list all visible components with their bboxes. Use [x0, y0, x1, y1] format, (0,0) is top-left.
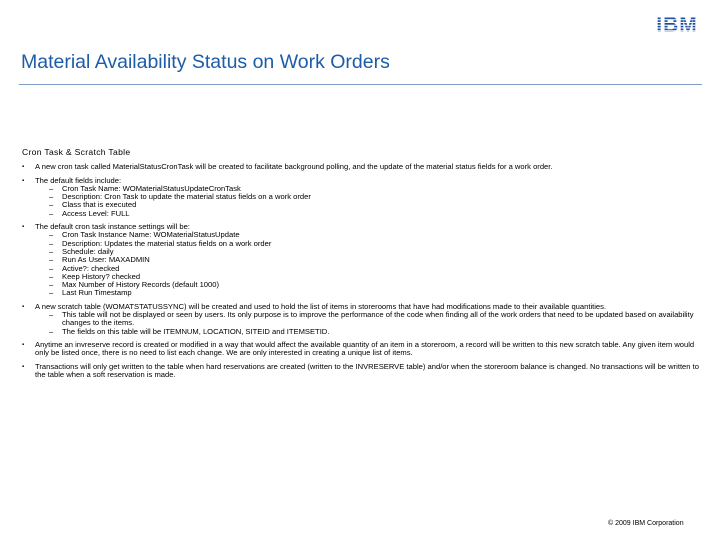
page-title: Material Availability Status on Work Orders — [21, 51, 390, 73]
bullet-item — [22, 177, 702, 218]
section-heading: Cron Task & Scratch Table — [22, 147, 131, 157]
sub-item — [35, 256, 702, 264]
sub-item-text: Max Number of History Records (default 1000) — [62, 280, 219, 290]
bullet-text: A new cron task called MaterialStatusCronTask will be created to facilitate background polling, and the update of the material status fields for a work order. — [35, 162, 553, 172]
dash-marker: – — [49, 263, 54, 273]
sub-item-text: Active?: checked — [62, 263, 120, 273]
sub-item-text: Cron Task Instance Name: WOMaterialStatusUpdate — [62, 230, 240, 240]
square-bullet-icon: ▪ — [22, 224, 25, 231]
sub-item-text: Run As User: MAXADMIN — [62, 255, 150, 265]
sub-item — [35, 240, 702, 248]
dash-marker: – — [49, 326, 54, 336]
dash-marker: – — [49, 280, 54, 290]
sub-item-text: The fields on this table will be ITEMNUM, LOCATION, SITEID and ITEMSETID. — [62, 326, 330, 336]
sub-item-text: Cron Task Name: WOMaterialStatusUpdateCronTask — [62, 183, 241, 193]
bullet-text: The default cron task instance settings will be: — [35, 222, 190, 232]
square-bullet-icon: ▪ — [22, 341, 25, 348]
bullet-item — [22, 341, 702, 358]
sub-item — [35, 281, 702, 289]
dash-marker: – — [49, 288, 54, 298]
bullet-text: Anytime an invreserve record is created or modified in a way that would affect the available quantity of an item in a storeroom, a record will be written to this new scratch table. Any given item would only be listed once, there is no need to list each change. We are only interested in creating a unique list of items. — [35, 339, 695, 358]
square-bullet-icon: ▪ — [22, 363, 25, 370]
sub-item — [35, 289, 702, 297]
slide-content — [22, 148, 702, 384]
dash-marker: – — [49, 230, 54, 240]
dash-marker: – — [49, 208, 54, 218]
sub-list — [35, 311, 702, 336]
copyright-footer: © 2009 IBM Corporation — [608, 520, 684, 527]
sub-item-text: Class that is executed — [62, 200, 137, 210]
square-bullet-icon: ▪ — [22, 164, 25, 171]
square-bullet-icon: ▪ — [22, 177, 25, 184]
bullet-item — [22, 223, 702, 298]
bullet-item — [22, 163, 702, 171]
bullet-item — [22, 303, 702, 336]
sub-item — [35, 201, 702, 209]
sub-item-text: Access Level: FULL — [62, 208, 130, 218]
bullet-item — [22, 363, 702, 380]
dash-marker: – — [49, 183, 54, 193]
dash-marker: – — [49, 310, 54, 320]
bullet-text: The default fields include: — [35, 175, 122, 185]
bullet-text: Transactions will only get written to the table when hard reservations are created (written to the INVRESERVE table) and/or when the storeroom balance is changed. No transactions will be written to the table when a soft reservation is made. — [35, 361, 699, 379]
sub-list — [35, 231, 702, 297]
ibm-logo — [653, 12, 701, 34]
sub-item — [35, 210, 702, 218]
dash-marker: – — [49, 255, 54, 265]
sub-list — [35, 185, 702, 218]
title-divider — [19, 84, 702, 85]
dash-marker: – — [49, 192, 54, 202]
dash-marker: – — [49, 246, 54, 256]
bullet-list — [22, 163, 702, 379]
sub-item-text: Description: Cron Task to update the material status fields on a work order — [62, 192, 311, 202]
bullet-text: A new scratch table (WOMATSTATUSSYNC) will be created and used to hold the list of items in storerooms that have had modifications made to their available quantities. — [35, 301, 607, 311]
sub-item-text: Last Run Timestamp — [62, 288, 132, 298]
square-bullet-icon: ▪ — [22, 303, 25, 310]
sub-item-text: Schedule: daily — [62, 246, 114, 256]
dash-marker: – — [49, 200, 54, 210]
dash-marker: – — [49, 238, 54, 248]
sub-item-text: Description: Updates the material status fields on a work order — [62, 238, 272, 248]
sub-item — [35, 311, 702, 328]
sub-item-text: This table will not be displayed or seen by users. Its only purpose is to improve the performance of the code when finding all of the work orders that need to be updated based on availability changes to the items. — [62, 310, 694, 328]
ibm-logo-lettering: IBM — [656, 13, 698, 34]
dash-marker: – — [49, 271, 54, 281]
sub-item — [35, 328, 702, 336]
sub-item-text: Keep History? checked — [62, 271, 141, 281]
